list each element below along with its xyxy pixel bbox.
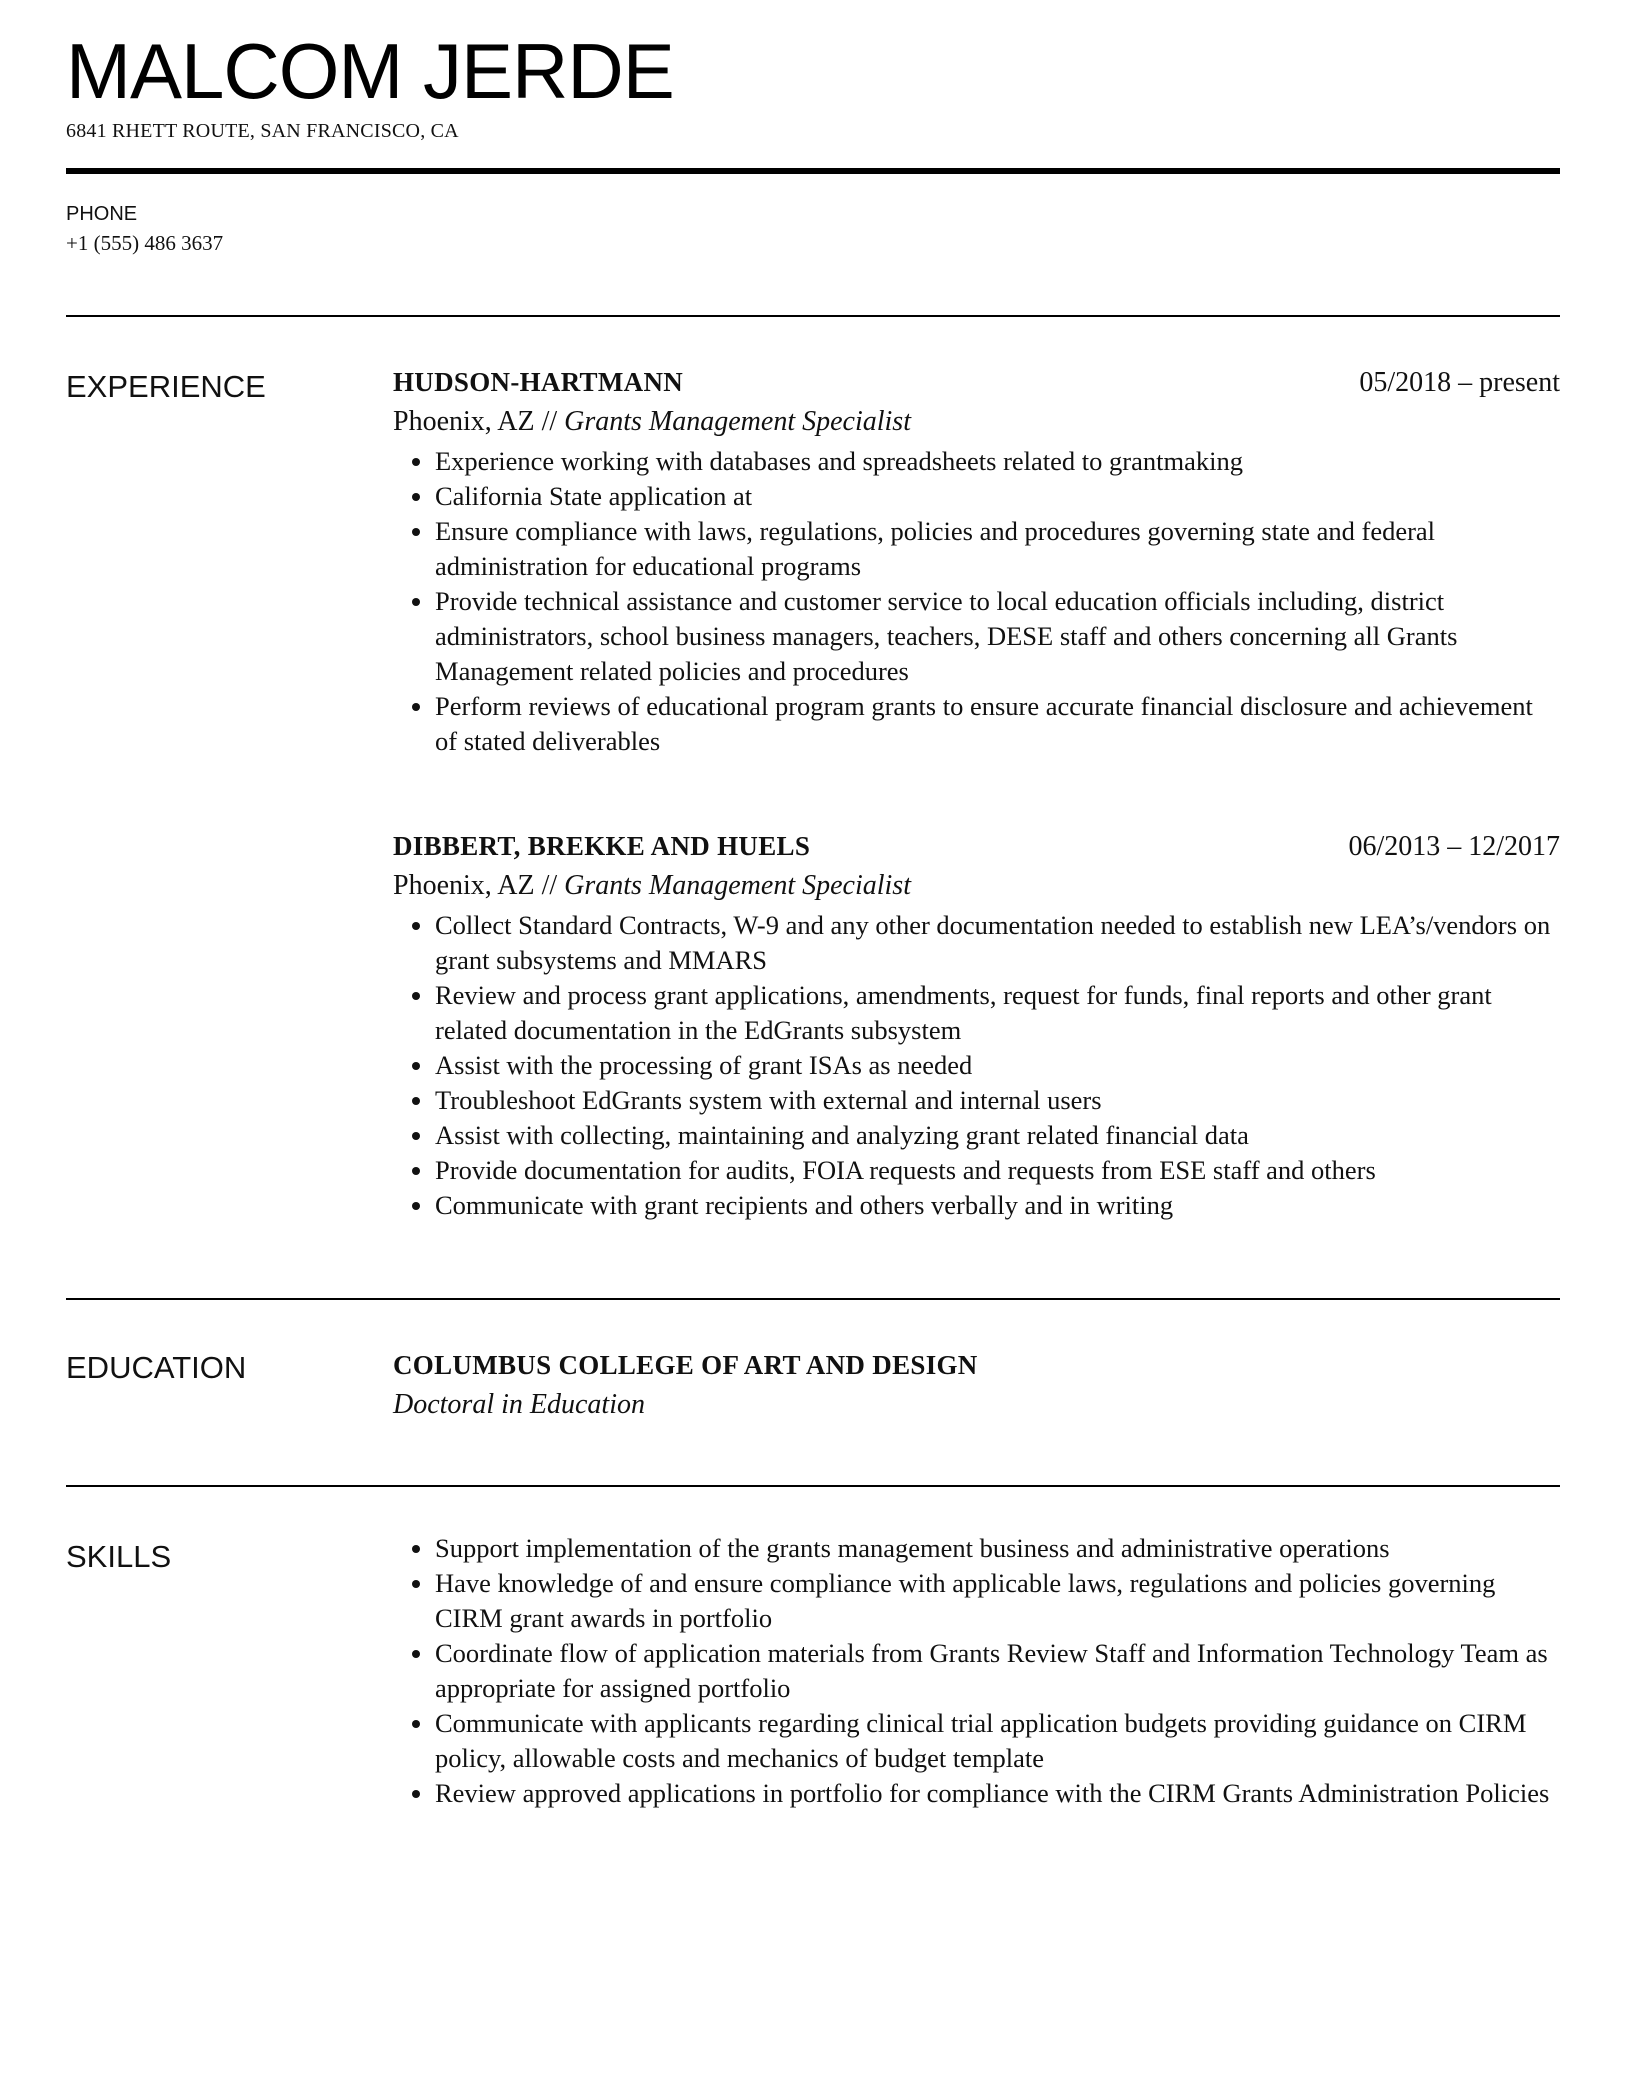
job-company: DIBBERT, BREKKE AND HUELS: [393, 831, 811, 861]
job-duties-list: [393, 908, 1560, 1223]
experience-heading: EXPERIENCE: [66, 369, 266, 404]
job-separator: //: [534, 406, 565, 437]
list-item: • Support implementation of the grants management business and administrative operations: [435, 1531, 1560, 1566]
job-title: Grants Management Specialist: [564, 870, 911, 901]
phone-label: PHONE: [66, 203, 138, 225]
list-item: • Ensure compliance with laws, regulations, policies and procedures governing state and federal administration for educational programs: [435, 514, 1560, 584]
job-location: Phoenix, AZ: [393, 406, 535, 437]
list-item: • Provide technical assistance and customer service to local education officials including, district administrators, school business managers, teachers, DESE staff and others concerning all Grants Management related policies and procedures: [435, 584, 1560, 689]
job-location-title: [393, 404, 1560, 440]
phone-number: +1 (555) 486 3637: [66, 231, 224, 255]
job-separator: //: [534, 870, 565, 901]
list-item: • Communicate with applicants regarding clinical trial application budgets providing guidance on CIRM policy, allowable costs and mechanics of budget template: [435, 1706, 1560, 1776]
job-entry: [393, 366, 1560, 759]
school-name: COLUMBUS COLLEGE OF ART AND DESIGN: [393, 1350, 978, 1380]
list-item: • Review and process grant applications, amendments, request for funds, final reports and other grant related documentation in the EdGrants subsystem: [435, 978, 1560, 1048]
header-divider: [66, 168, 1560, 174]
education-header: [393, 1349, 1560, 1385]
education-heading: EDUCATION: [66, 1350, 247, 1385]
job-header: [393, 366, 1560, 402]
candidate-name: MALCOM JERDE: [66, 27, 674, 115]
list-item: • Experience working with databases and spreadsheets related to grantmaking: [435, 444, 1560, 479]
education-entry: [393, 1349, 1560, 1423]
list-item: • Perform reviews of educational program grants to ensure accurate financial disclosure and achievement of stated deliverables: [435, 689, 1560, 759]
skills-list: [393, 1531, 1560, 1811]
job-location: Phoenix, AZ: [393, 870, 535, 901]
list-item: • California State application at: [435, 479, 1560, 514]
job-header: [393, 830, 1560, 866]
list-item: • Assist with collecting, maintaining and analyzing grant related financial data: [435, 1118, 1560, 1153]
degree: Doctoral in Education: [393, 1389, 645, 1420]
skills-heading: SKILLS: [66, 1539, 172, 1574]
job-title: Grants Management Specialist: [564, 406, 911, 437]
skills-entry: [393, 1531, 1560, 1811]
list-item: • Communicate with grant recipients and others verbally and in writing: [435, 1188, 1560, 1223]
job-dates: 06/2013 – 12/2017: [1348, 831, 1560, 862]
job-entry: [393, 830, 1560, 1223]
candidate-address: 6841 RHETT ROUTE, SAN FRANCISCO, CA: [66, 120, 459, 142]
list-item: • Review approved applications in portfolio for compliance with the CIRM Grants Administration Policies: [435, 1776, 1560, 1811]
section-divider: [66, 315, 1560, 317]
job-duties-list: [393, 444, 1560, 759]
job-dates: 05/2018 – present: [1359, 367, 1560, 398]
section-divider: [66, 1298, 1560, 1300]
list-item: • Collect Standard Contracts, W-9 and any other documentation needed to establish new LEA’s/vendors on grant subsystems and MMARS: [435, 908, 1560, 978]
list-item: • Provide documentation for audits, FOIA requests and requests from ESE staff and others: [435, 1153, 1560, 1188]
list-item: • Troubleshoot EdGrants system with external and internal users: [435, 1083, 1560, 1118]
section-divider: [66, 1485, 1560, 1487]
job-location-title: [393, 868, 1560, 904]
job-company: HUDSON-HARTMANN: [393, 367, 684, 397]
list-item: • Have knowledge of and ensure compliance with applicable laws, regulations and policies governing CIRM grant awards in portfolio: [435, 1566, 1560, 1636]
list-item: • Assist with the processing of grant ISAs as needed: [435, 1048, 1560, 1083]
list-item: • Coordinate flow of application materials from Grants Review Staff and Information Technology Team as appropriate for assigned portfolio: [435, 1636, 1560, 1706]
